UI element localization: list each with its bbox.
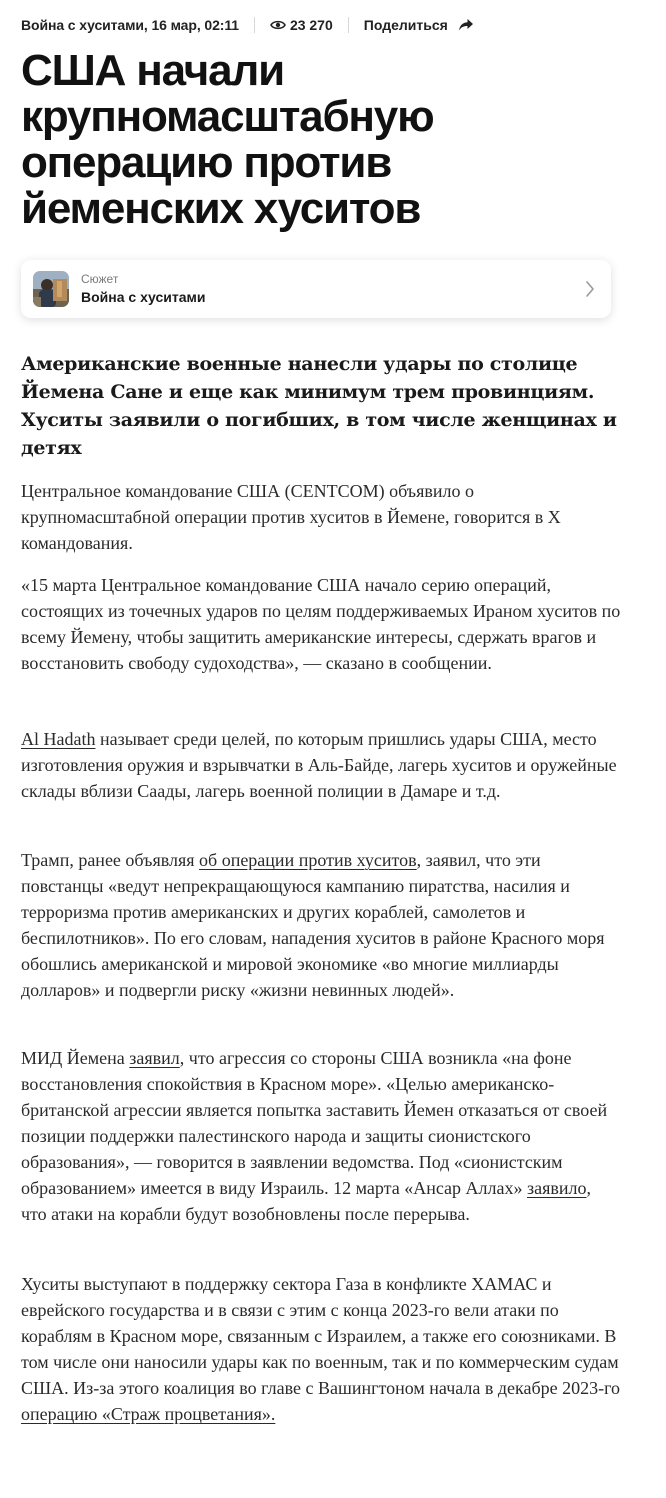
story-text: [81, 271, 205, 307]
paragraph-text: , что атаки на корабли будут возобновлены после перерыва.: [21, 1178, 591, 1224]
eye-icon: [270, 19, 286, 31]
paragraph-text: , что агрессия со стороны США возникла «на фоне восстановления спокойствия в Красном море». «Целью американско-британской агрессии является попытка заставить Йемен отказаться от своей позиции поддержки палестинского народа и защиты сионистского образования», — говорится в заявлении ведомства. Под «сионистским образованием» имеется в виду Израиль. 12 марта «Ансар Аллах»: [21, 1048, 608, 1198]
paragraph: Центральное командование США (CENTCOM) объявило о крупномасштабной операции против хуситов в Йемене, говорится в X командования.: [21, 481, 561, 553]
paragraph-text: Трамп, ранее объявляя: [21, 850, 200, 870]
views-count: 23 270: [289, 17, 333, 33]
story-title: Война с хуситами: [81, 289, 206, 305]
article-meta: [21, 14, 474, 36]
chevron-right-icon: [585, 280, 595, 298]
share-button[interactable]: [364, 17, 474, 33]
story-card[interactable]: [21, 260, 611, 318]
paragraph-text: , заявил, что эти повстанцы «ведут непрекращающуюся кампанию пиратства, насилия и терроризма против американских и других кораблей, самолетов и беспилотников». По его словам, нападения хуситов в районе Красного моря обошлись американской и мировой экономике «во многие миллиарды долларов» и подвергли риску «жизни невинных людей».: [21, 850, 605, 1000]
paragraph-text: Хуситы выступают в поддержку сектора Газа в конфликте ХАМАС и еврейского государства и в связи с этим с конца 2023-го вели атаки по кораблям в Красном море, связанным с Израилем, а также его союзниками. В том числе они наносили удары как по военным, так и по коммерческим судам США. Из-за этого коалиция во главе с Вашингтоном начала в декабре 2023-го: [21, 1274, 621, 1398]
paragraph: [21, 847, 621, 1003]
meta-divider: [348, 17, 349, 33]
prosperity-guardian-link[interactable]: операцию «Страж процветания».: [21, 1404, 276, 1424]
al-hadath-link[interactable]: Al Hadath: [21, 729, 96, 749]
meta-divider: [254, 17, 255, 33]
paragraph: [21, 1045, 621, 1227]
article-title: США начали крупномасштабную операцию против йеменских хуситов: [21, 46, 434, 233]
paragraph-quote: «15 марта Центральное командование США начало серию операций, состоящих из точечных ударов по целям поддерживаемых Ираном хуситов по всему Йемену, чтобы защитить американские интересы, сдержать врагов и восстановить свободу судоходства», — сказано в сообщении.: [21, 575, 621, 673]
mfa-statement-link[interactable]: заявил: [129, 1048, 180, 1068]
story-label: Сюжет: [81, 272, 119, 286]
ansar-allah-statement-link[interactable]: заявило: [527, 1178, 587, 1198]
paragraph-text: называет среди целей, по которым пришлись удары США, место изготовления оружия и взрывчатки в Аль-Байде, лагерь хуситов и оружейные склады вблизи Саады, лагерь военной полиции в Дамаре и т.д.: [21, 729, 617, 801]
paragraph: [21, 1271, 621, 1427]
story-thumbnail: [33, 271, 69, 307]
views-counter: [270, 17, 333, 33]
article-lead: Американские военные нанесли удары по столице Йемена Сане и еще как минимум трем провинциям. Хуситы заявили о погибших, в том числе женщинах и детях: [21, 353, 617, 459]
share-label: Поделиться: [363, 17, 448, 33]
paragraph-text: МИД Йемена: [21, 1048, 130, 1068]
operation-link[interactable]: об операции против хуситов: [199, 850, 417, 870]
story-date-link[interactable]: Война с хуситами, 16 мар, 02:11: [21, 17, 239, 33]
share-arrow-icon: [458, 18, 474, 32]
paragraph: [21, 726, 621, 804]
